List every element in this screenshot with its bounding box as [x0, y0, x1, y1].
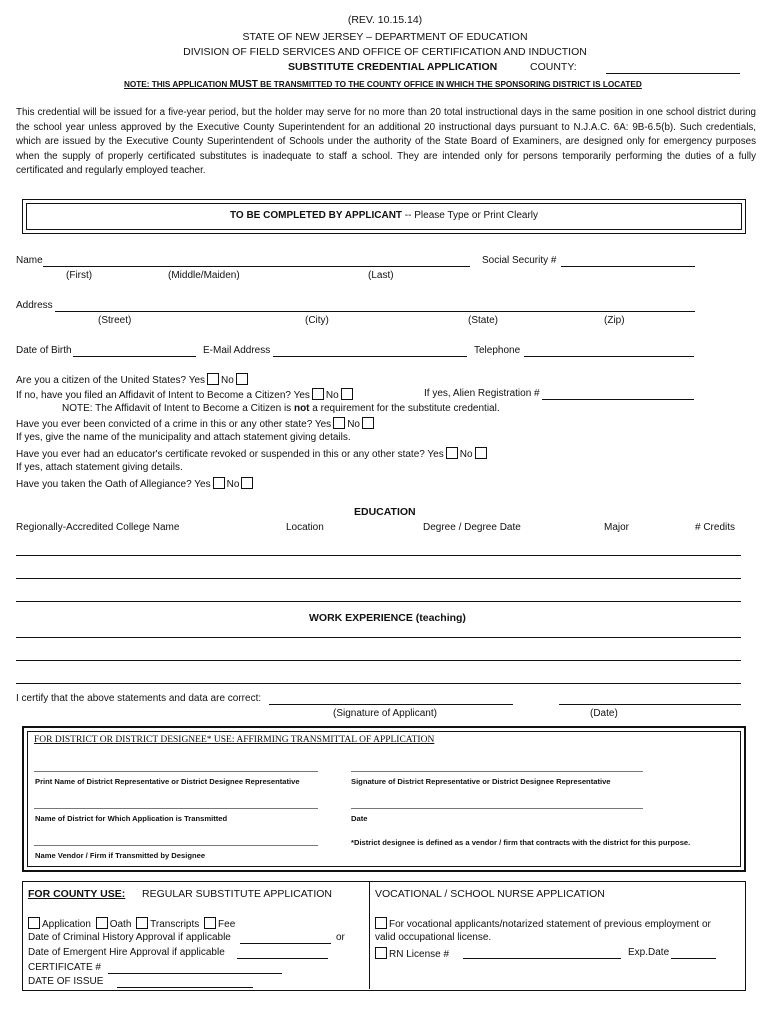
county-checklist: Application Oath Transcripts Fee: [28, 917, 235, 930]
name-field[interactable]: [43, 266, 470, 267]
address-label: Address: [16, 300, 53, 311]
education-line[interactable]: [16, 578, 741, 579]
applicant-date-field[interactable]: [559, 704, 741, 705]
education-title: EDUCATION: [354, 506, 416, 518]
district-box-title: FOR DISTRICT OR DISTRICT DESIGNEE* USE: AFFIRMING TRANSMITTAL OF APPLICATION: [34, 735, 435, 745]
vocational-statement-cont: valid occupational license.: [375, 932, 492, 943]
zip-sublabel: (Zip): [604, 315, 625, 326]
education-col-credits: # Credits: [695, 522, 736, 533]
education-line[interactable]: [16, 601, 741, 602]
name-label: Name: [16, 255, 43, 266]
county-use-label: FOR COUNTY USE:: [28, 888, 126, 900]
date-sublabel: (Date): [590, 708, 618, 719]
street-sublabel: (Street): [98, 315, 132, 326]
issue-date-field[interactable]: [117, 987, 253, 988]
district-signature-field[interactable]: [351, 771, 643, 772]
district-date-label: Date: [351, 814, 368, 823]
district-print-name-label: Print Name of District Representative or District Designee Representative: [35, 777, 300, 786]
applicant-box-subtitle: -- Please Type or Print Clearly: [402, 210, 539, 221]
dob-label: Date of Birth: [16, 345, 72, 356]
rn-license-field[interactable]: [463, 958, 621, 959]
vocational-label: VOCATIONAL / SCHOOL NURSE APPLICATION: [375, 888, 605, 900]
city-sublabel: (City): [305, 315, 329, 326]
district-name-label: Name of District for Which Application is Transmitted: [35, 814, 228, 823]
rn-license: RN License #: [375, 947, 449, 960]
criminal-history-field[interactable]: [240, 943, 331, 944]
certify-text: I certify that the above statements and data are correct:: [16, 693, 262, 704]
crime-followup: If yes, give the name of the municipality and attach statement giving details.: [16, 432, 351, 443]
criminal-history-label: Date of Criminal History Approval if applicable: [28, 932, 231, 943]
telephone-field[interactable]: [524, 356, 694, 357]
county-box-divider: [369, 881, 370, 989]
crime-question: Have you ever been convicted of a crime in this or any other state? Yes No: [16, 417, 376, 430]
transmittal-note: NOTE: THIS APPLICATION MUST BE TRANSMITTED TO THE COUNTY OFFICE IN WHICH THE SPONSORING DISTRICT IS LOCATED: [124, 79, 642, 90]
revision-label: (REV. 10.15.14): [347, 14, 423, 26]
issue-date-label: DATE OF ISSUE: [28, 976, 104, 987]
citizen-question: Are you a citizen of the United States? Yes No: [16, 373, 250, 386]
oath-yes-checkbox[interactable]: [213, 477, 225, 489]
district-name-field[interactable]: [34, 808, 318, 809]
education-col-location: Location: [286, 522, 324, 533]
affidavit-question: If no, have you filed an Affidavit of Intent to Become a Citizen? Yes No: [16, 388, 355, 401]
alien-registration-label: If yes, Alien Registration #: [424, 388, 540, 399]
emergent-hire-field[interactable]: [237, 958, 328, 959]
vocational-checkbox[interactable]: [375, 917, 387, 929]
vocational-statement: For vocational applicants/notarized statement of previous employment or: [375, 917, 711, 930]
citizen-no-checkbox[interactable]: [236, 373, 248, 385]
education-col-college: Regionally-Accredited College Name: [16, 522, 180, 533]
district-signature-label: Signature of District Representative or District Designee Representative: [351, 777, 611, 786]
regular-substitute-label: REGULAR SUBSTITUTE APPLICATION: [142, 888, 333, 900]
division-name: DIVISION OF FIELD SERVICES AND OFFICE OF CERTIFICATION AND INDUCTION: [183, 46, 587, 58]
vendor-name-label: Name Vendor / Firm if Transmitted by Designee: [35, 851, 206, 860]
district-designee-note: *District designee is defined as a vendor / firm that contracts with the district for this purpose.: [351, 838, 691, 847]
or-label: or: [336, 932, 345, 943]
email-field[interactable]: [273, 356, 467, 357]
oath-no-checkbox[interactable]: [241, 477, 253, 489]
form-title: SUBSTITUTE CREDENTIAL APPLICATION: [288, 61, 498, 73]
fee-checkbox[interactable]: [204, 917, 216, 929]
revoked-no-checkbox[interactable]: [475, 447, 487, 459]
work-title: WORK EXPERIENCE (teaching): [309, 612, 466, 624]
exp-date-field[interactable]: [671, 958, 716, 959]
oath-checkbox[interactable]: [96, 917, 108, 929]
applicant-header-box: [22, 199, 746, 234]
oath-question: Have you taken the Oath of Allegiance? Yes No: [16, 477, 255, 490]
citizen-yes-checkbox[interactable]: [207, 373, 219, 385]
district-date-field[interactable]: [351, 808, 643, 809]
crime-yes-checkbox[interactable]: [333, 417, 345, 429]
emergent-hire-label: Date of Emergent Hire Approval if applicable: [28, 947, 225, 958]
email-label: E-Mail Address: [203, 345, 271, 356]
ssn-label: Social Security #: [482, 255, 557, 266]
applicant-signature-field[interactable]: [269, 704, 513, 705]
address-field[interactable]: [55, 311, 695, 312]
work-line[interactable]: [16, 660, 741, 661]
transcripts-checkbox[interactable]: [136, 917, 148, 929]
county-field[interactable]: [606, 73, 740, 74]
state-department: STATE OF NEW JERSEY – DEPARTMENT OF EDUCATION: [242, 31, 528, 43]
exp-date-label: Exp.Date: [628, 947, 670, 958]
work-line[interactable]: [16, 637, 741, 638]
county-label: COUNTY:: [530, 61, 577, 73]
ssn-field[interactable]: [561, 266, 695, 267]
education-line[interactable]: [16, 555, 741, 556]
education-col-degree: Degree / Degree Date: [423, 522, 521, 533]
crime-no-checkbox[interactable]: [362, 417, 374, 429]
revoked-question: Have you ever had an educator's certificate revoked or suspended in this or any other state? Yes No: [16, 447, 489, 460]
vendor-name-field[interactable]: [34, 845, 318, 846]
affidavit-no-checkbox[interactable]: [341, 388, 353, 400]
dob-field[interactable]: [73, 356, 196, 357]
district-print-name-field[interactable]: [34, 771, 318, 772]
rn-license-checkbox[interactable]: [375, 947, 387, 959]
alien-registration-field[interactable]: [542, 399, 694, 400]
affidavit-note: NOTE: The Affidavit of Intent to Become a Citizen is not a requirement for the substitute credential.: [62, 403, 500, 414]
middle-sublabel: (Middle/Maiden): [168, 270, 240, 281]
work-line[interactable]: [16, 683, 741, 684]
revoked-yes-checkbox[interactable]: [446, 447, 458, 459]
intro-paragraph: This credential will be issued for a five-year period, but the holder may serve for no more than 20 total instructional days in the same position in one school district during the school year unless approved by the Executive County Superintendent for an additional 20 instructional days pursuant to N.J.A.C. 6A: 9B-6.5(b). Such credentials, which are issued by the Executive County Superintendent of Schools under the authority of the State Board of Examiners, are designed only for emergency purposes when the supply of properly certificated substitutes is inadequate to staff a school. They are intended only for persons temporarily performing the duties of a fully certificated and regularly employed teacher.: [16, 107, 756, 177]
telephone-label: Telephone: [474, 345, 521, 356]
signature-sublabel: (Signature of Applicant): [333, 708, 437, 719]
education-col-major: Major: [604, 522, 630, 533]
last-sublabel: (Last): [368, 270, 394, 281]
certificate-label: CERTIFICATE #: [28, 962, 101, 973]
application-checkbox[interactable]: [28, 917, 40, 929]
revoked-followup: If yes, attach statement giving details.: [16, 462, 183, 473]
applicant-box-title: TO BE COMPLETED BY APPLICANT: [229, 210, 403, 221]
certificate-field[interactable]: [108, 973, 282, 974]
affidavit-yes-checkbox[interactable]: [312, 388, 324, 400]
state-sublabel: (State): [468, 315, 499, 326]
first-sublabel: (First): [66, 270, 93, 281]
